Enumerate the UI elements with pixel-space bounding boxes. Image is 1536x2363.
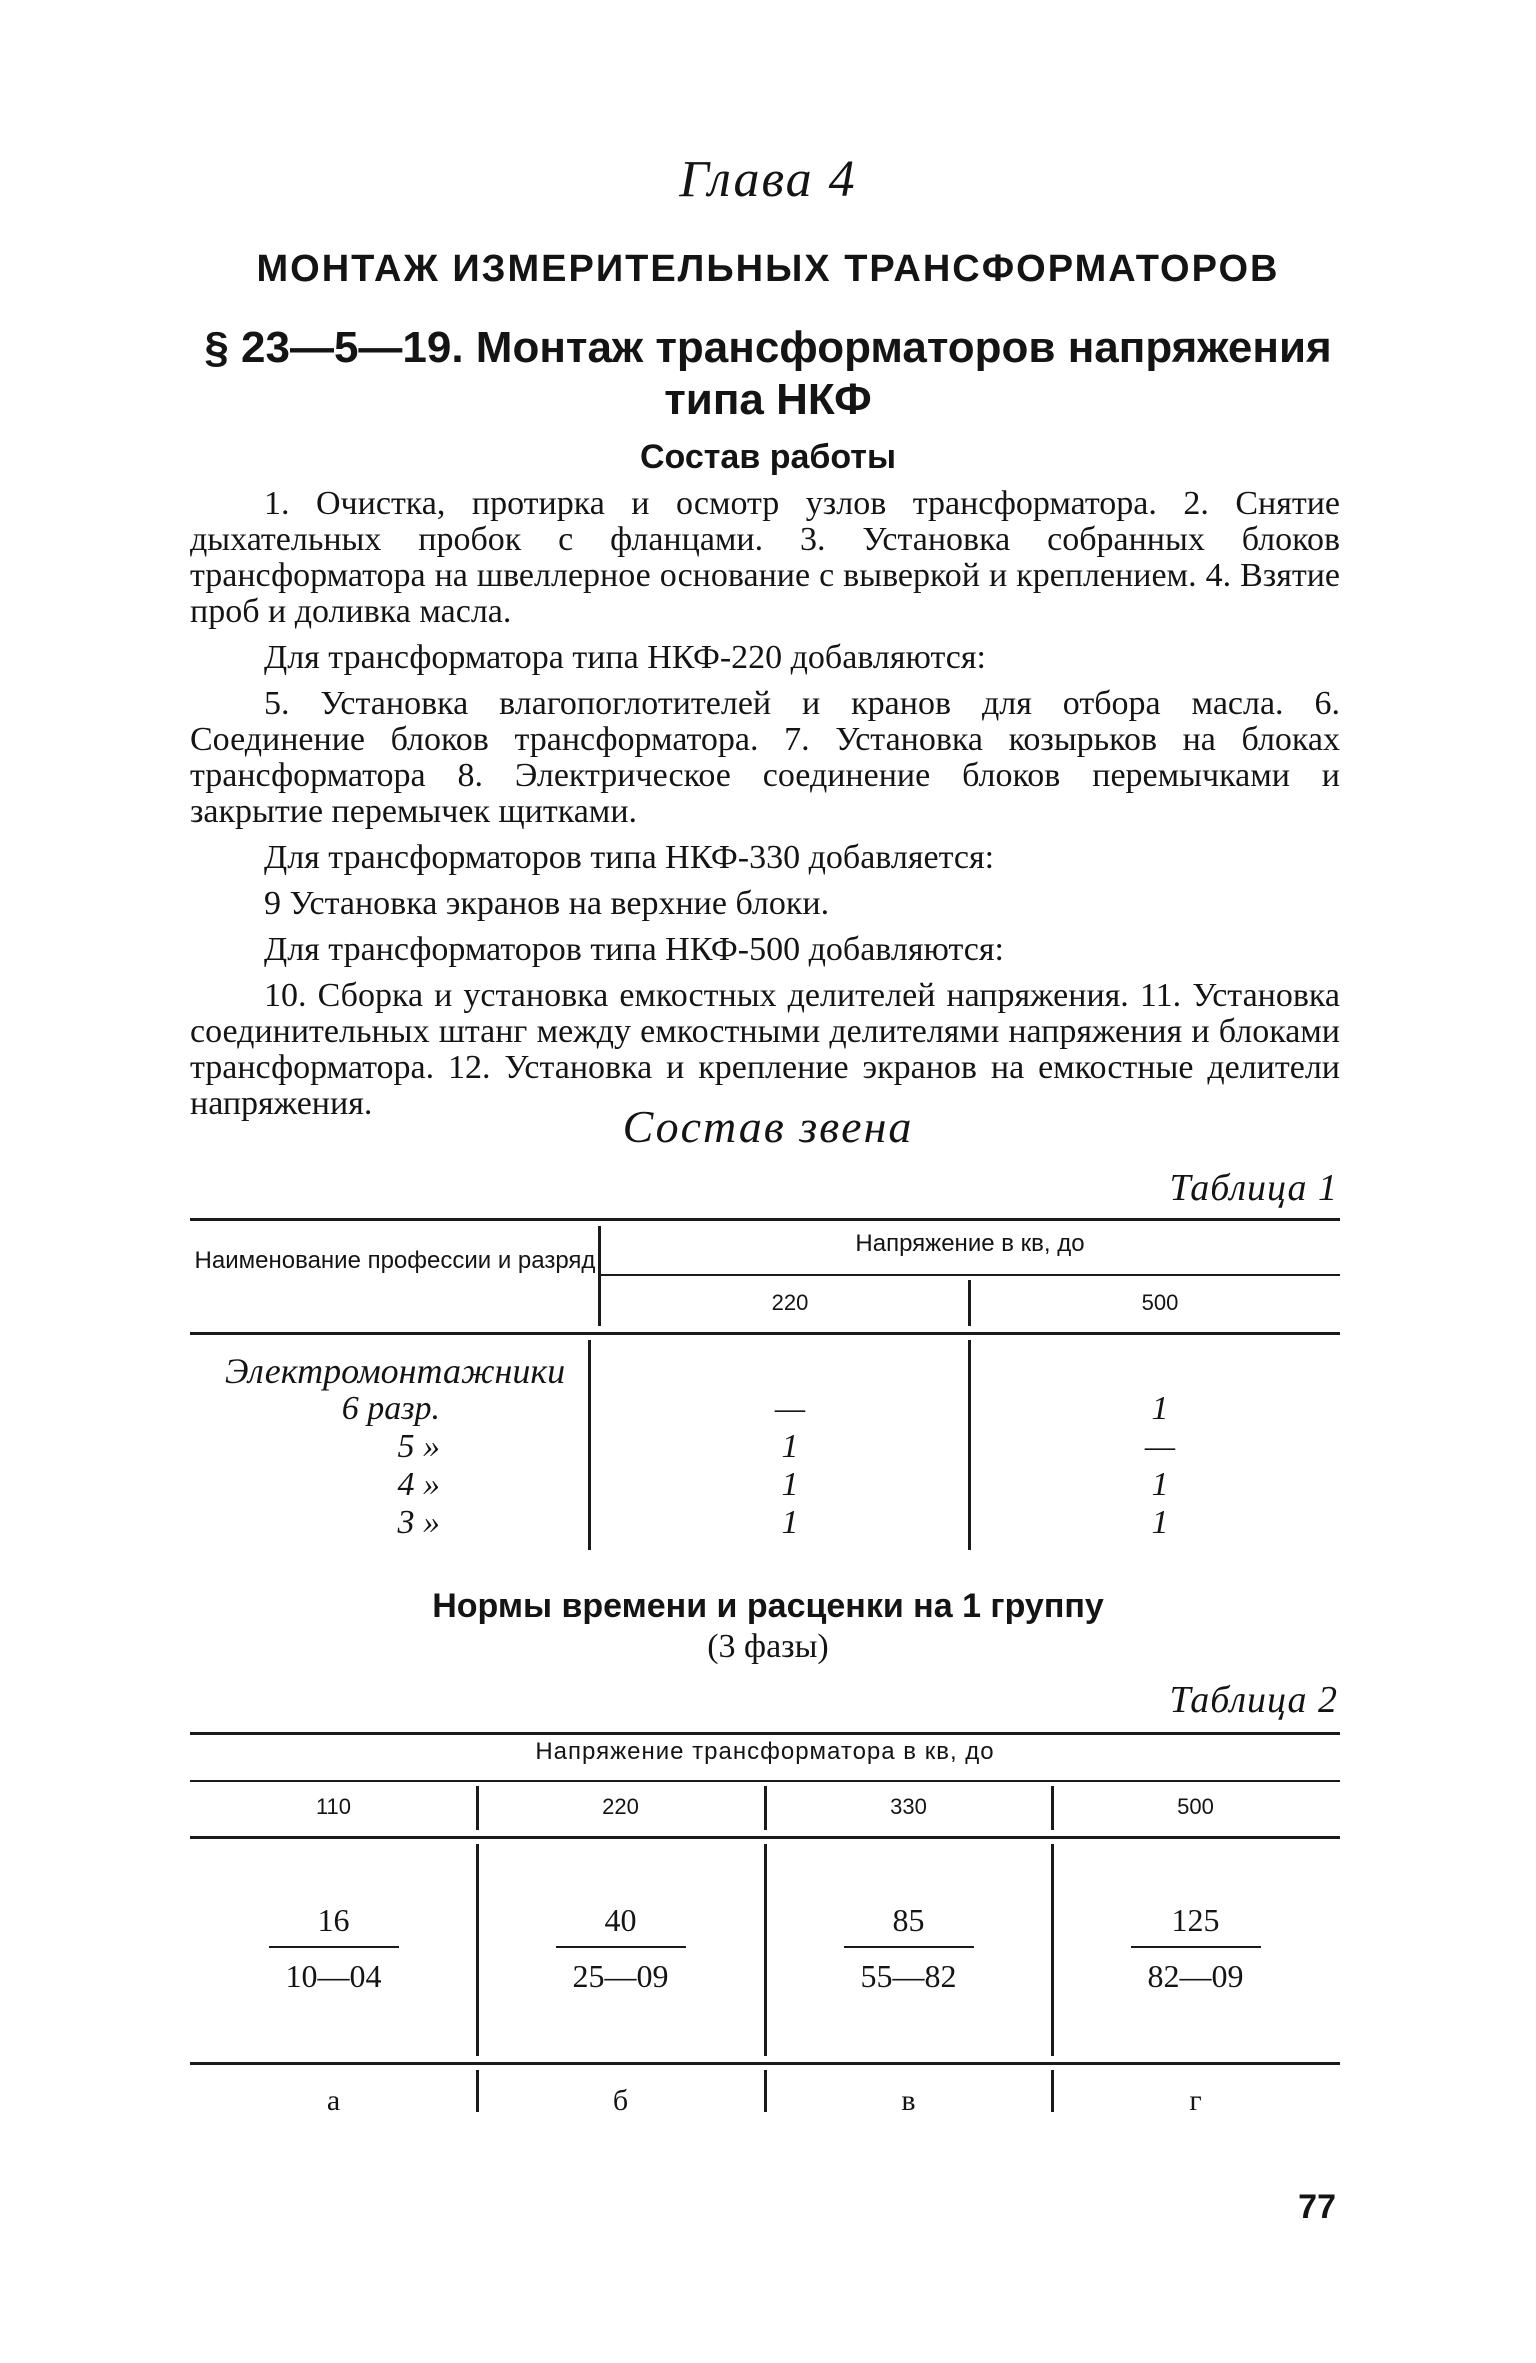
column-letter: б [612,2084,629,2117]
norms-table [190,1732,1340,2117]
part-title: МОНТАЖ ИЗМЕРИТЕЛЬНЫХ ТРАНСФОРМАТОРОВ [256,248,1280,290]
table2-label: Таблица 2 [1169,1679,1338,1721]
column-letter: в [901,2084,916,2117]
header-transformer-voltage: Напряжение трансформатора в кв, до [535,1738,995,1765]
table-row [190,1504,1340,1542]
table-rule [600,1274,1340,1276]
fraction-line [269,1946,399,1948]
paragraph: 1. Очистка, протирка и осмотр узлов трансформатора. 2. Снятие дыхательных пробок с фланцами. 3. Установка собранных блоков трансформатора на швеллерное основание с выверкой и креплением. 4. Взятие проб и доливка масла. [190,485,1340,630]
table-rule [190,1780,1340,1782]
header-220: 220 [771,1290,809,1315]
fraction-line [844,1946,974,1948]
chapter-heading: Глава 4 [679,151,857,208]
norm-cell [1052,1900,1339,1996]
norms-subheading: (3 фазы) [707,1628,829,1665]
time-norm: 85 [892,1902,925,1938]
fraction-line [556,1946,686,1948]
grade-cell: 6 разр. [341,1390,440,1427]
column-letter: а [326,2084,341,2117]
header-500: 500 [1141,1290,1179,1315]
table-row [190,1466,1340,1504]
time-norm: 125 [1171,1902,1220,1938]
value-220-cell: 1 [781,1428,799,1465]
section-title: § 23—5—19. Монтаж трансформаторов напряжения типа НКФ [204,323,1332,424]
norm-cell [190,1900,477,1996]
header-voltage: Напряжение в кв, до [855,1230,1085,1257]
grade-cell: 4 » [397,1466,440,1503]
grade-cell: 5 » [397,1428,440,1465]
rate: 25—09 [572,1958,669,1994]
work-heading: Состав работы [640,438,896,476]
table-rule [190,2062,1340,2065]
norm-cell [765,1900,1052,1996]
time-norm: 16 [317,1902,350,1938]
page-number: 77 [1298,2188,1336,2226]
rate: 82—09 [1147,1958,1244,1994]
norm-cell [477,1900,764,1996]
paragraph: Для трансформатора типа НКФ-220 добавляются: [264,639,986,676]
paragraph: 5. Установка влагопоглотителей и кранов для отбора масла. 6. Соединение блоков трансформатора. 7. Установка козырьков на блоках трансформатора 8. Электрическое соединение блоков перемычками и закрытие перемычек щитками. [190,685,1340,830]
profession-name: Электромонтажники [224,1351,566,1391]
table-rule [190,1332,1340,1335]
value-500-cell: — [1144,1428,1176,1465]
crew-table [190,1218,1340,1558]
table1-label: Таблица 1 [1169,1167,1338,1209]
work-description [190,486,1340,1132]
paragraph: 9 Установка экранов на верхние блоки. [264,885,830,922]
paragraph: 10. Сборка и установка емкостных делителей напряжения. 11. Установка соединительных штанг между емкостными делителями напряжения и блоками трансформатора. 12. Установка и крепление экранов на емкостные делители напряжения. [190,977,1340,1122]
paragraph: Для трансформаторов типа НКФ-500 добавляются: [264,931,1004,968]
table-rule [190,1836,1340,1839]
paragraph: Для трансформаторов типа НКФ-330 добавляется: [264,839,995,876]
composition-heading: Состав звена [622,1101,914,1152]
header-profession: Наименование профессии и разряд [194,1247,596,1274]
value-500-cell: 1 [1151,1390,1169,1427]
header-220: 220 [602,1794,639,1819]
value-500-cell: 1 [1151,1466,1169,1503]
time-norm: 40 [604,1902,637,1938]
grade-cell: 3 » [397,1504,440,1541]
rate: 10—04 [285,1958,382,1994]
header-330: 330 [890,1794,927,1819]
table-row [190,1390,1340,1428]
fraction-line [1131,1946,1261,1948]
header-500: 500 [1177,1794,1214,1819]
value-220-cell: — [774,1390,806,1427]
value-500-cell: 1 [1151,1504,1169,1541]
table-row [190,1428,1340,1466]
table-rule [190,1732,1340,1735]
norms-heading: Нормы времени и расценки на 1 группу [432,1587,1104,1625]
value-220-cell: 1 [781,1504,799,1541]
column-letter: г [1189,2084,1202,2117]
rate: 55—82 [860,1958,957,1994]
table-rule [190,1218,1340,1221]
value-220-cell: 1 [781,1466,799,1503]
header-110: 110 [315,1794,352,1819]
